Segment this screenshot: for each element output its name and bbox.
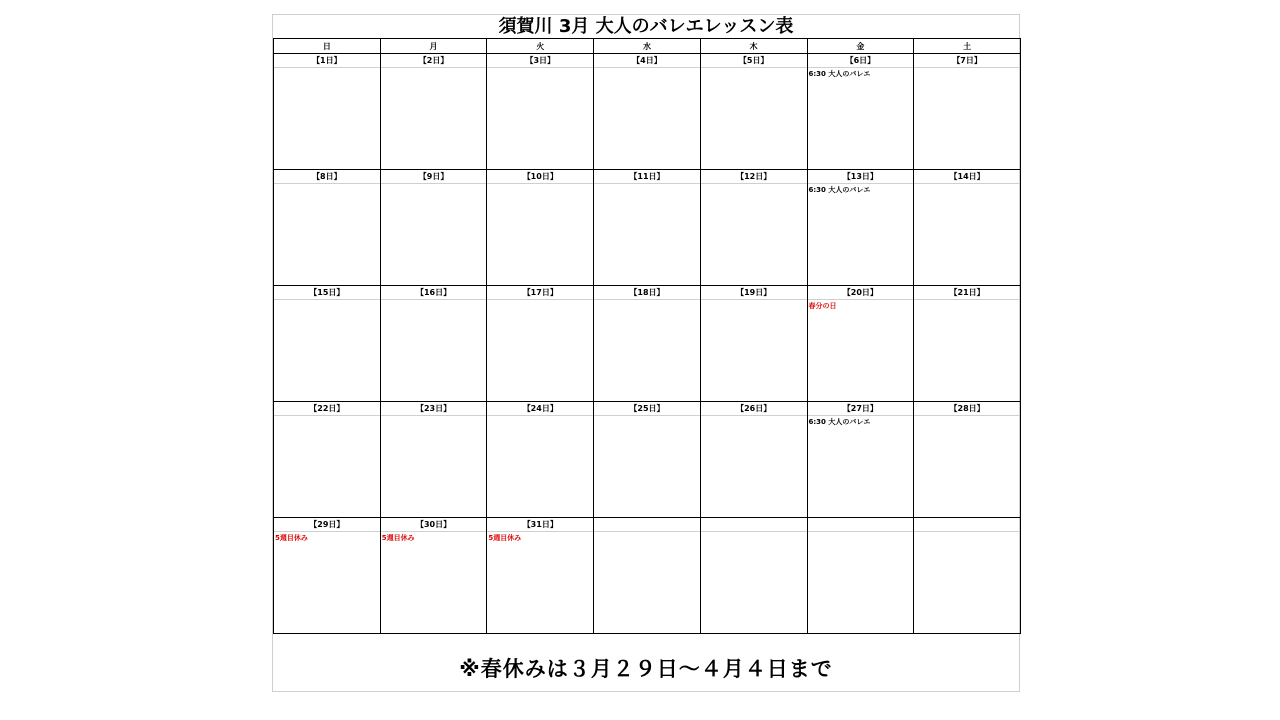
day-cell [487, 54, 594, 170]
day-label: 【20日】 [808, 286, 914, 300]
day-cell [594, 518, 701, 634]
day-label [914, 518, 1020, 532]
day-label [701, 518, 807, 532]
day-cell [700, 286, 807, 402]
week-row [274, 402, 1021, 518]
calendar-grid [273, 38, 1021, 634]
day-label: 【17日】 [487, 286, 593, 300]
day-label: 【15日】 [274, 286, 380, 300]
day-cell [274, 402, 381, 518]
week-row [274, 170, 1021, 286]
day-cell [487, 170, 594, 286]
day-label: 【6日】 [808, 54, 914, 68]
day-note: 5週目休み [488, 534, 522, 542]
day-cell [487, 402, 594, 518]
day-label: 【16日】 [381, 286, 487, 300]
day-cell [700, 170, 807, 286]
day-label: 【7日】 [914, 54, 1020, 68]
lesson-calendar-sheet [272, 14, 1020, 692]
day-cell [380, 286, 487, 402]
day-note: 6:30 大人のバレエ [808, 418, 871, 426]
day-cell [807, 286, 914, 402]
day-cell [700, 402, 807, 518]
day-label: 【13日】 [808, 170, 914, 184]
day-label: 【27日】 [808, 402, 914, 416]
day-cell [274, 54, 381, 170]
day-cell [807, 170, 914, 286]
week-row [274, 286, 1021, 402]
weekday-fri: 金 [807, 39, 914, 54]
day-label: 【31日】 [487, 518, 593, 532]
day-label: 【3日】 [487, 54, 593, 68]
day-label: 【10日】 [487, 170, 593, 184]
day-cell [380, 518, 487, 634]
day-note: 春分の日 [808, 302, 837, 310]
day-cell [914, 170, 1021, 286]
day-label: 【28日】 [914, 402, 1020, 416]
day-note: 5週目休み [381, 534, 415, 542]
day-label: 【9日】 [381, 170, 487, 184]
calendar-title: 須賀川 3月 大人のバレエレッスン表 [498, 16, 794, 37]
day-cell [380, 402, 487, 518]
weekday-sat: 土 [914, 39, 1021, 54]
day-label: 【22日】 [274, 402, 380, 416]
weekday-sun: 日 [274, 39, 381, 54]
day-label: 【5日】 [701, 54, 807, 68]
day-cell [807, 54, 914, 170]
weekday-wed: 水 [594, 39, 701, 54]
day-cell [594, 170, 701, 286]
day-cell [274, 518, 381, 634]
day-label: 【8日】 [274, 170, 380, 184]
day-cell [914, 402, 1021, 518]
day-label: 【18日】 [594, 286, 700, 300]
day-label: 【12日】 [701, 170, 807, 184]
day-cell [380, 170, 487, 286]
day-label: 【14日】 [914, 170, 1020, 184]
day-label [594, 518, 700, 532]
day-cell [700, 518, 807, 634]
day-cell [274, 286, 381, 402]
day-note: 6:30 大人のバレエ [808, 70, 871, 78]
day-note: 6:30 大人のバレエ [808, 186, 871, 194]
day-label: 【25日】 [594, 402, 700, 416]
day-label: 【11日】 [594, 170, 700, 184]
day-label: 【4日】 [594, 54, 700, 68]
weekday-header-row [274, 39, 1021, 54]
day-cell [594, 402, 701, 518]
day-label: 【1日】 [274, 54, 380, 68]
day-label: 【30日】 [381, 518, 487, 532]
day-note: 5週目休み [275, 534, 308, 542]
day-cell [274, 170, 381, 286]
day-cell [487, 286, 594, 402]
day-label: 【24日】 [487, 402, 593, 416]
spring-break-notice: ※春休みは３月２９日～４月４日まで [459, 657, 833, 681]
day-label: 【2日】 [381, 54, 487, 68]
day-cell [594, 286, 701, 402]
day-cell [807, 402, 914, 518]
day-cell [380, 54, 487, 170]
day-label: 【29日】 [274, 518, 380, 532]
weekday-tue: 火 [487, 39, 594, 54]
weekday-thu: 木 [700, 39, 807, 54]
week-row [274, 518, 1021, 634]
week-row [274, 54, 1021, 170]
day-cell [700, 54, 807, 170]
day-cell [594, 54, 701, 170]
day-cell [914, 54, 1021, 170]
day-cell [807, 518, 914, 634]
day-label [808, 518, 914, 532]
day-cell [914, 286, 1021, 402]
day-label: 【23日】 [381, 402, 487, 416]
day-label: 【26日】 [701, 402, 807, 416]
day-cell [914, 518, 1021, 634]
weekday-mon: 月 [380, 39, 487, 54]
day-label: 【19日】 [701, 286, 807, 300]
day-cell [487, 518, 594, 634]
day-label: 【21日】 [914, 286, 1020, 300]
